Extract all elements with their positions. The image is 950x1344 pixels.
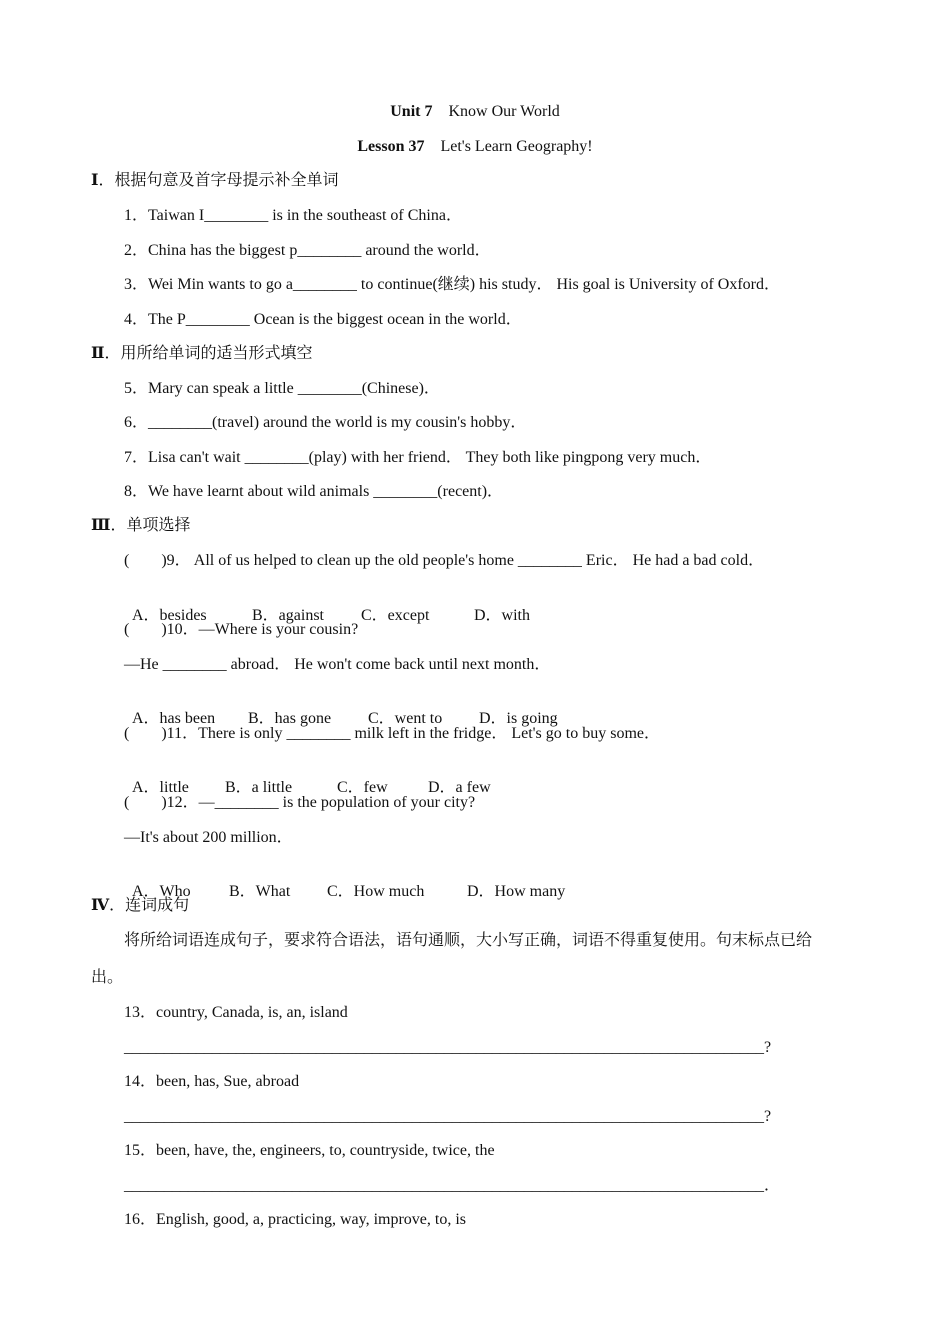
q12-option-a: A．Who [132, 883, 191, 900]
unit-name: Know Our World [448, 103, 560, 120]
question-11-options [124, 758, 491, 798]
section-1-title: ．根据句意及首字母提示补全单词 [98, 172, 339, 189]
section-3-title: ．单项选择 [110, 517, 191, 534]
question-10-line-2: —He ________ abroad． He won't come back until next month． [124, 656, 551, 673]
section-2-title: ．用所给单词的适当形式填空 [104, 345, 313, 362]
question-15: 15．been, have, the, engineers, to, countryside, twice, the [124, 1142, 495, 1159]
section-2-heading [91, 344, 313, 364]
q9-option-a: A．besides [132, 607, 207, 624]
lesson-name: Let's Learn Geography! [440, 138, 593, 155]
q9-option-b: B．against [252, 607, 324, 624]
q12-option-d: D．How many [467, 883, 566, 900]
section-3-number: Ⅲ [91, 517, 111, 534]
question-5: 5．Mary can speak a little ________(Chinese)． [124, 380, 440, 397]
q12-option-c: C．How much [327, 883, 425, 900]
unit-number: Unit 7 [390, 103, 433, 120]
question-4: 4．The P________ Ocean is the biggest ocean in the world． [124, 311, 522, 328]
question-1: 1．Taiwan I________ is in the southeast of China． [124, 207, 462, 224]
section-2-number: Ⅱ [91, 345, 105, 362]
q10-option-a: A．has been [132, 710, 216, 727]
question-12-options [124, 862, 565, 902]
section-4-number: Ⅳ [91, 897, 110, 914]
unit-title [0, 102, 950, 122]
question-3: 3．Wei Min wants to go a________ to continue(继续) his study． His goal is University of Oxford． [124, 276, 780, 293]
question-13: 13．country, Canada, is, an, island [124, 1004, 348, 1021]
question-14: 14．been, has, Sue, abroad [124, 1073, 300, 1090]
section-1-heading [91, 171, 339, 191]
q11-option-b: B．a little [225, 779, 293, 796]
instruction-line-1: 将所给词语连成句子，要求符合语法，语句通顺，大小写正确，词语不得重复使用。句末标点已给 [124, 932, 813, 949]
section-4-title: ．连词成句 [109, 897, 190, 914]
question-10: ( )10．—Where is your cousin? [124, 621, 359, 638]
question-8: 8．We have learnt about wild animals ________(recent)． [124, 483, 504, 500]
section-1-number: Ⅰ [91, 172, 99, 189]
question-9: ( )9． All of us helped to clean up the old people's home ________ Eric． He had a bad cold． [124, 552, 765, 569]
q11-option-a: A．little [132, 779, 189, 796]
q10-option-b: B．has gone [248, 710, 332, 727]
question-2: 2．China has the biggest p________ around the world． [124, 242, 491, 259]
question-11: ( )11．There is only ________ milk left in the fridge． Let's go to buy some． [124, 725, 660, 742]
question-15-answer-line: ________________________________________________________________________________． [124, 1177, 780, 1194]
q9-option-d: D．with [474, 607, 531, 624]
lesson-title [0, 137, 950, 157]
question-14-answer-line: ________________________________________________________________________________? [124, 1108, 772, 1125]
q9-option-c: C．except [361, 607, 430, 624]
section-3-heading [91, 516, 191, 536]
section-4-heading [91, 896, 189, 916]
q10-option-d: D．is going [479, 710, 558, 727]
question-10-options [124, 689, 558, 729]
q11-option-c: C．few [337, 779, 388, 796]
q10-option-c: C．went to [368, 710, 443, 727]
question-12: ( )12．—________ is the population of your city? [124, 794, 476, 811]
lesson-number: Lesson 37 [357, 138, 425, 155]
question-7: 7．Lisa can't wait ________(play) with her friend． They both like pingpong very much． [124, 449, 712, 466]
question-13-answer-line: ________________________________________________________________________________? [124, 1039, 772, 1056]
q12-option-b: B．What [229, 883, 291, 900]
instruction-line-2: 出。 [91, 969, 124, 986]
question-16: 16．English, good, a, practicing, way, improve, to, is [124, 1211, 467, 1228]
question-12-line-2: —It's about 200 million． [124, 829, 293, 846]
q11-option-d: D．a few [428, 779, 491, 796]
question-6: 6．________(travel) around the world is my cousin's hobby． [124, 414, 527, 431]
